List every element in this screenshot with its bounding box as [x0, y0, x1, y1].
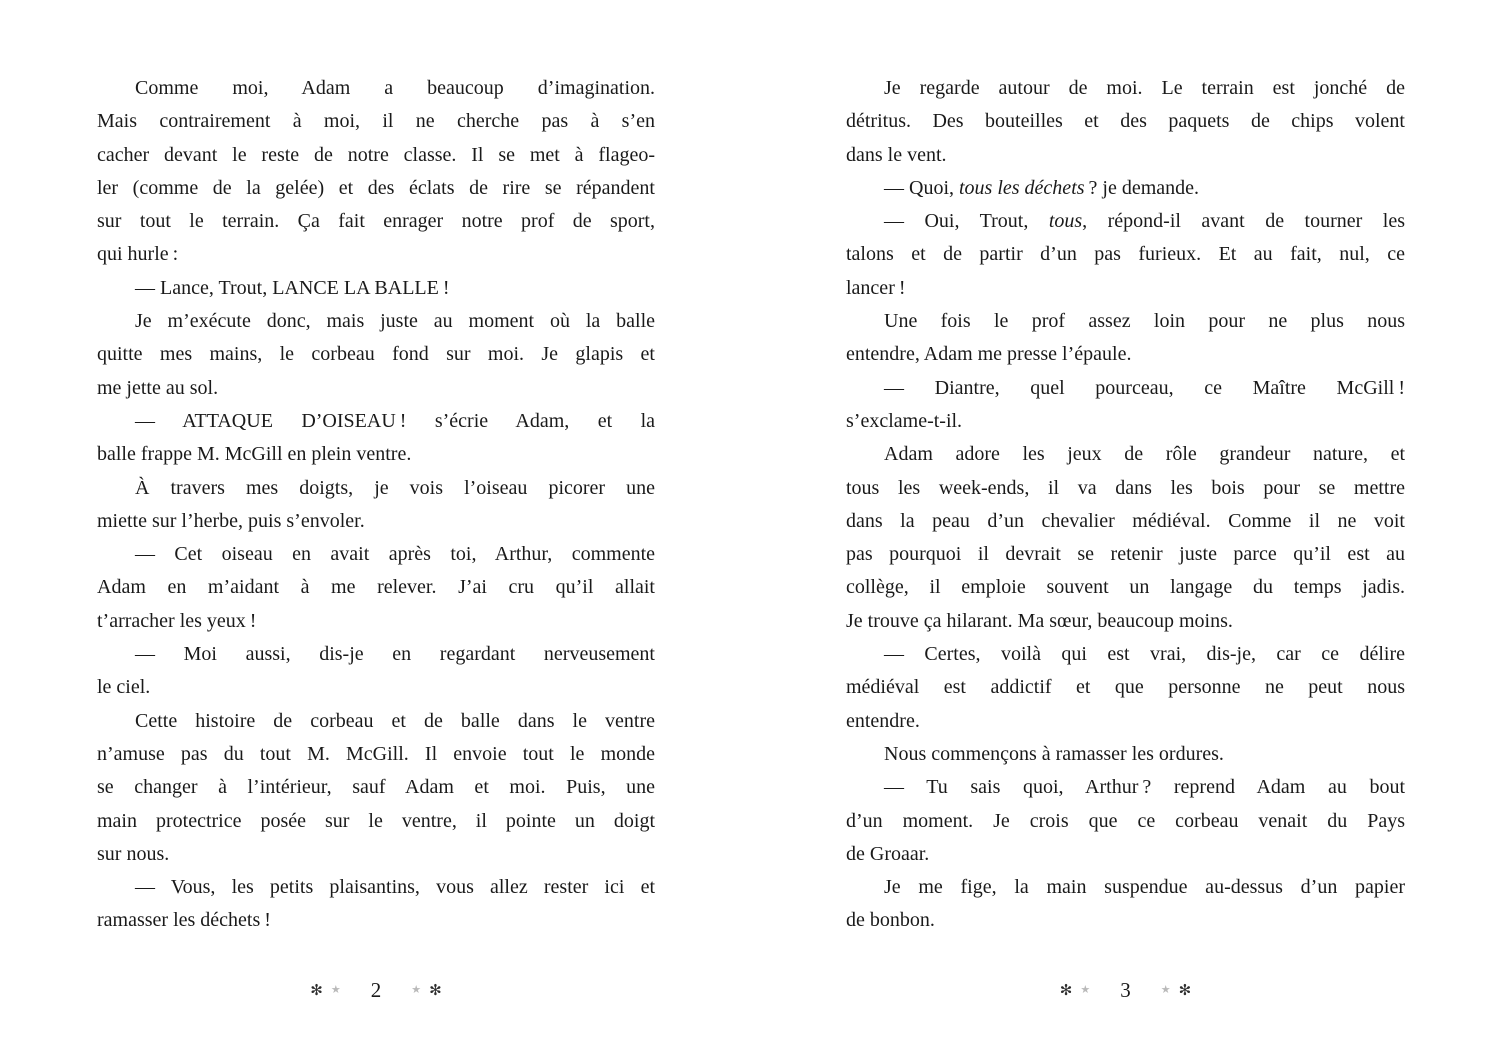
- text-line: tous les week-ends, il va dans les bois pour se mettre: [846, 476, 1405, 499]
- text-line: ler (comme de la gelée) et des éclats de rire se répandent: [97, 176, 655, 199]
- star-ornament: ★: [411, 983, 422, 996]
- text-line: balle frappe M. McGill en plein ventre.: [97, 443, 412, 466]
- page-2-footer: [97, 974, 655, 1006]
- text-line: ramasser les déchets !: [97, 909, 271, 932]
- text-line: sur tout le terrain. Ça fait enrager notre prof de sport,: [97, 210, 655, 233]
- text-line: Une fois le prof assez loin pour ne plus nous: [884, 310, 1405, 333]
- text-line: qui hurle :: [97, 243, 179, 266]
- text-line: Je m’exécute donc, mais juste au moment où la balle: [135, 310, 655, 333]
- asterisk-ornament: ✻: [429, 981, 442, 999]
- text-line: collège, il emploie souvent un langage du temps jadis.: [846, 576, 1405, 599]
- text-line: — Oui, Trout, tous, répond-il avant de tourner les: [884, 210, 1405, 233]
- text-line: de bonbon.: [846, 909, 935, 932]
- page-3-text-column: [846, 72, 1405, 938]
- text-line: — Quoi, tous les déchets ? je demande.: [884, 176, 1200, 199]
- text-line: miette sur l’herbe, puis s’envoler.: [97, 509, 365, 532]
- page-3-footer: [846, 974, 1405, 1006]
- text-line: dans le vent.: [846, 143, 947, 166]
- text-line: quitte mes mains, le corbeau fond sur moi. Je glapis et: [97, 343, 655, 366]
- text-line: Je regarde autour de moi. Le terrain est jonché de: [884, 77, 1405, 99]
- text-line: de Groaar.: [846, 842, 930, 865]
- text-line: — Moi aussi, dis-je en regardant nerveusement: [135, 643, 655, 666]
- text-line: — Certes, voilà qui est vrai, dis-je, car ce délire: [884, 643, 1405, 666]
- asterisk-ornament: ✻: [1178, 981, 1192, 999]
- text-line: s’exclame-t-il.: [846, 409, 963, 432]
- page-number: 2: [370, 978, 382, 1002]
- text-line: Comme moi, Adam a beaucoup d’imagination.: [135, 77, 655, 99]
- text-line: Je me fige, la main suspendue au-dessus d’un papier: [884, 876, 1405, 899]
- text-line: pas pourquoi il devrait se retenir juste parce qu’il est au: [846, 543, 1405, 566]
- text-line: — ATTAQUE D’OISEAU ! s’écrie Adam, et la: [135, 409, 655, 432]
- text-line: cacher devant le reste de notre classe. Il se met à flageo-: [97, 143, 655, 166]
- star-ornament: ★: [1160, 983, 1171, 996]
- asterisk-ornament: ✻: [310, 981, 323, 999]
- page-2-text-column: [97, 72, 655, 938]
- text-line: sur nous.: [97, 842, 170, 865]
- text-line: — Diantre, quel pourceau, ce Maître McGill !: [884, 376, 1405, 399]
- star-ornament: ★: [1080, 983, 1091, 996]
- text-line: — Lance, Trout, LANCE LA BALLE !: [135, 276, 450, 299]
- text-line: talons et de partir d’un pas furieux. Et au fait, nul, ce: [846, 243, 1405, 266]
- text-line: À travers mes doigts, je vois l’oiseau picorer une: [135, 476, 655, 499]
- text-line: — Cet oiseau en avait après toi, Arthur, commente: [135, 543, 655, 566]
- star-ornament: ★: [330, 983, 341, 996]
- text-line: entendre.: [846, 709, 920, 732]
- text-line: entendre, Adam me presse l’épaule.: [846, 343, 1132, 366]
- text-line: — Tu sais quoi, Arthur ? reprend Adam au bout: [884, 776, 1405, 799]
- text-line: se changer à l’intérieur, sauf Adam et moi. Puis, une: [97, 776, 655, 799]
- text-line: n’amuse pas du tout M. McGill. Il envoie tout le monde: [97, 742, 655, 765]
- text-line: Je trouve ça hilarant. Ma sœur, beaucoup moins.: [846, 609, 1233, 632]
- text-line: Adam en m’aidant à me relever. J’ai cru qu’il allait: [97, 576, 655, 599]
- text-line: lancer !: [846, 276, 906, 299]
- text-line: détritus. Des bouteilles et des paquets de chips volent: [846, 110, 1405, 133]
- text-line: le ciel.: [97, 676, 151, 699]
- page-number: 3: [1120, 978, 1131, 1002]
- text-line: d’un moment. Je crois que ce corbeau venait du Pays: [846, 809, 1405, 832]
- text-line: main protectrice posée sur le ventre, il pointe un doigt: [97, 809, 655, 832]
- text-line: médiéval est addictif et que personne ne peut nous: [846, 676, 1405, 699]
- text-line: dans la peau d’un chevalier médiéval. Comme il ne voit: [846, 509, 1405, 532]
- text-line: Mais contrairement à moi, il ne cherche pas à s’en: [97, 110, 655, 133]
- text-line: — Vous, les petits plaisantins, vous allez rester ici et: [135, 876, 655, 899]
- text-line: Nous commençons à ramasser les ordures.: [884, 742, 1224, 765]
- text-line: me jette au sol.: [97, 376, 219, 399]
- text-line: Adam adore les jeux de rôle grandeur nature, et: [884, 443, 1405, 466]
- text-line: Cette histoire de corbeau et de balle dans le ventre: [135, 709, 655, 732]
- text-line: t’arracher les yeux !: [97, 609, 257, 632]
- asterisk-ornament: ✻: [1059, 981, 1073, 999]
